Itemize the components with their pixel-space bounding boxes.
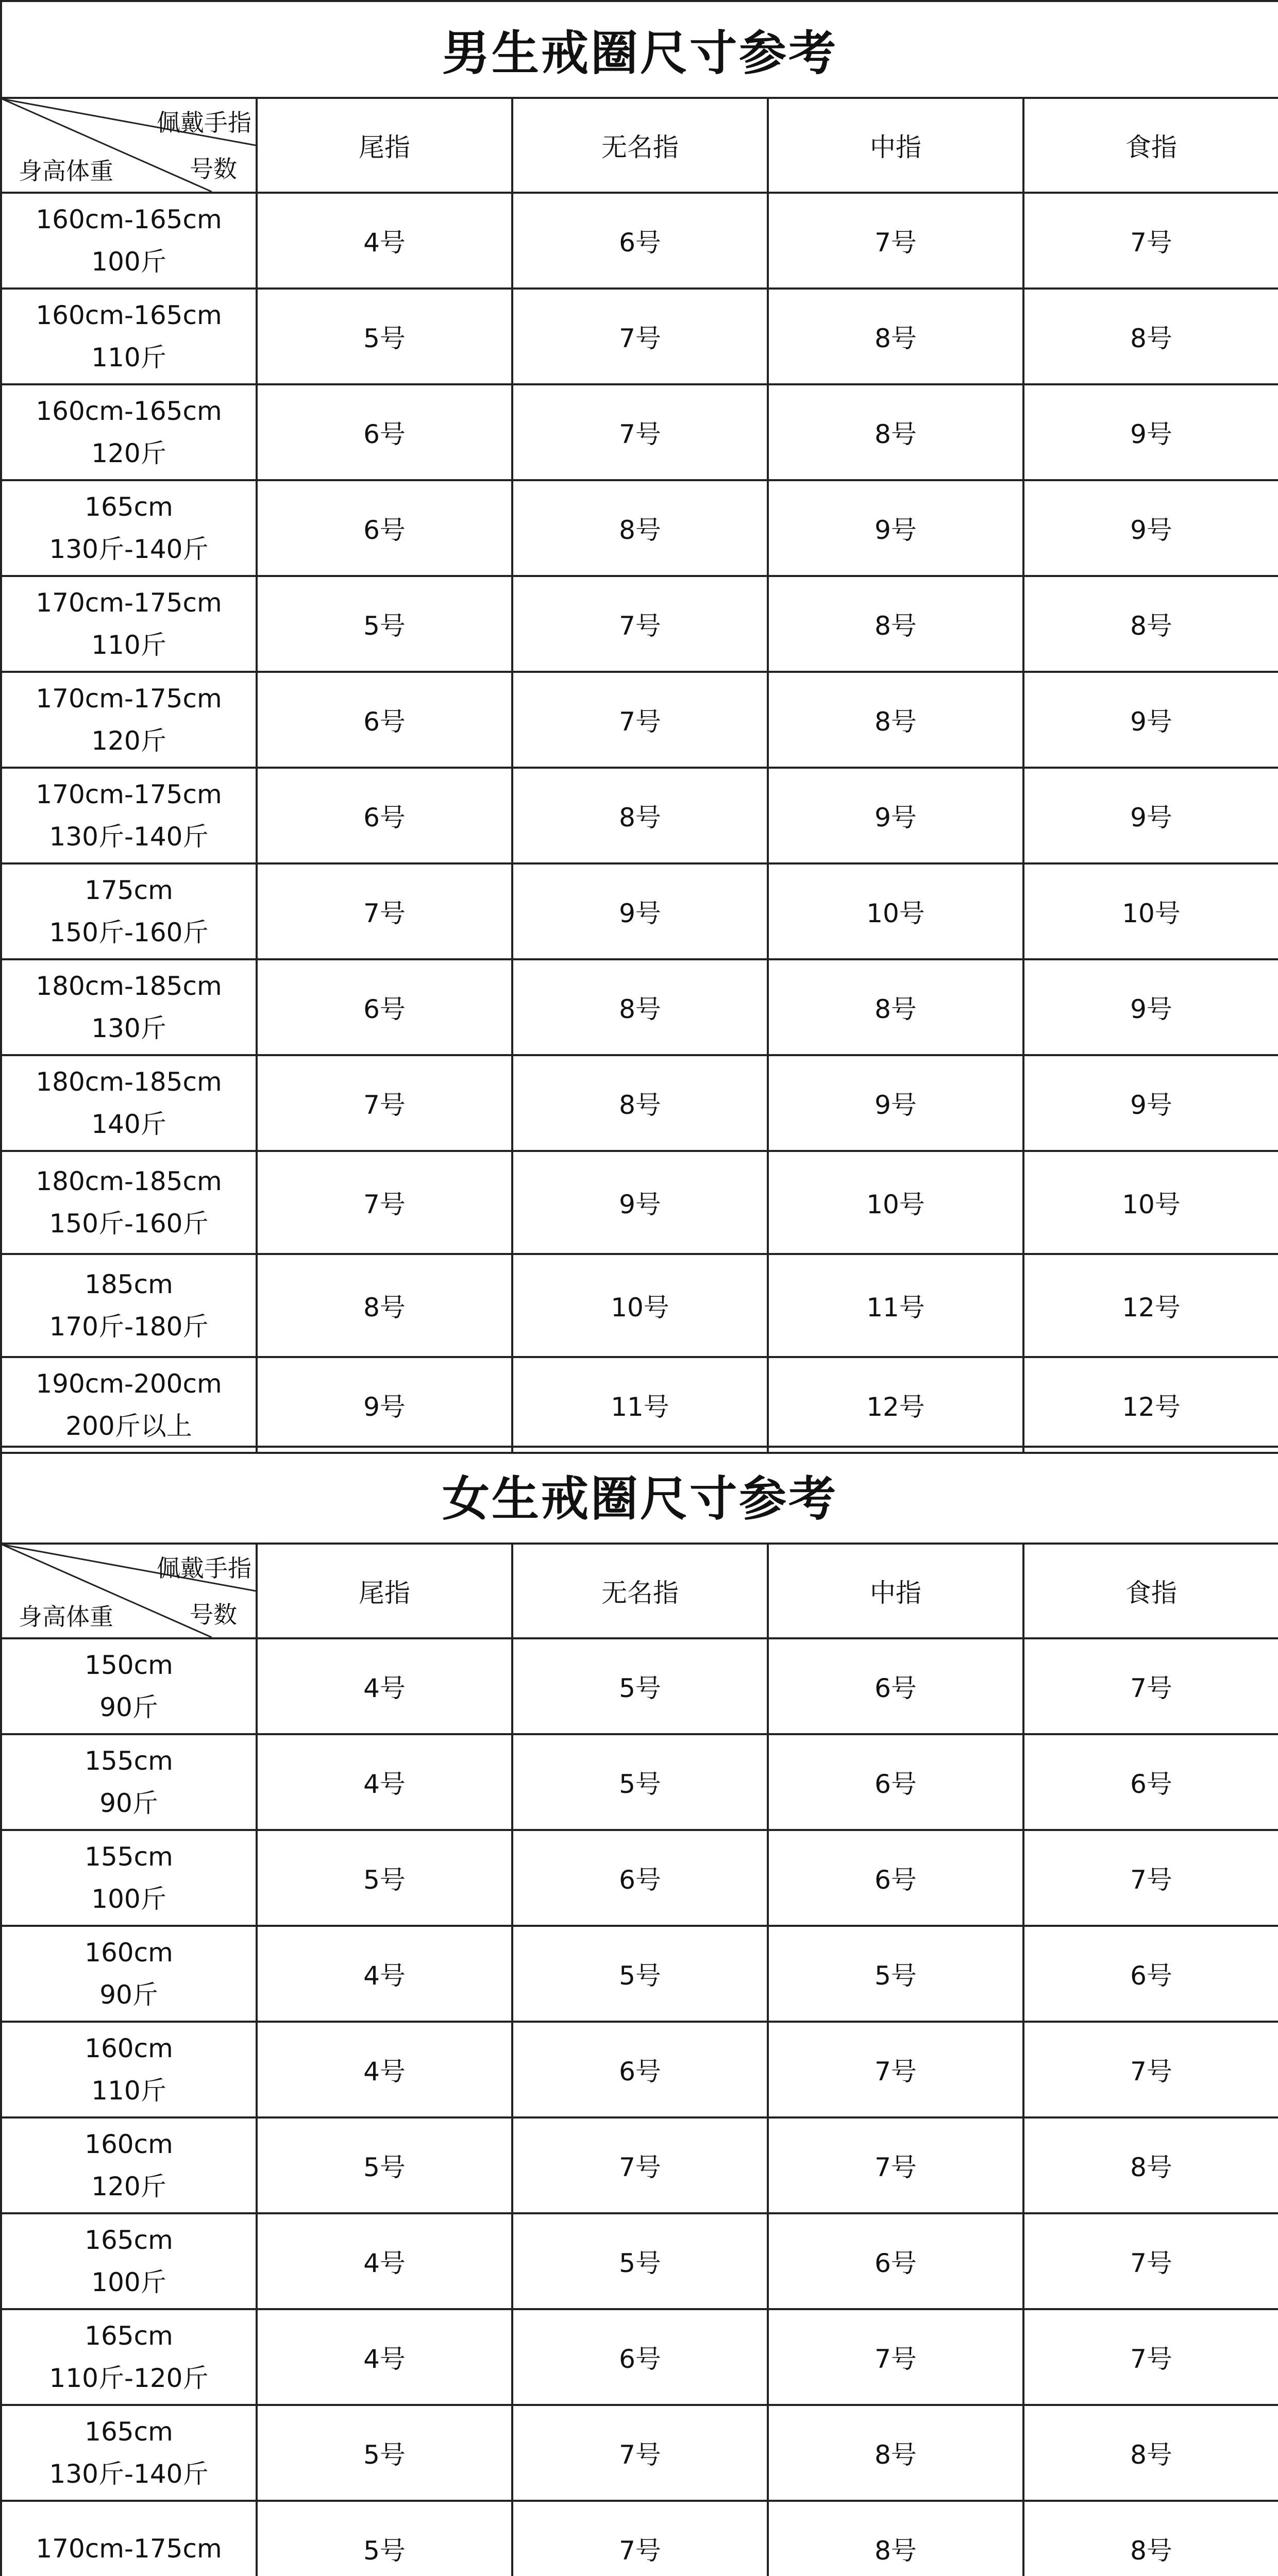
size-cell: 7号 <box>1023 2022 1278 2117</box>
size-cell: 9号 <box>768 768 1023 863</box>
size-cell: 6号 <box>512 2022 768 2117</box>
size-cell: 5号 <box>257 2117 512 2213</box>
height-weight-cell <box>1 384 257 480</box>
finger-label: 佩戴手指 <box>157 1554 251 1582</box>
table-row <box>1 384 1278 480</box>
size-cell: 6号 <box>1023 1926 1278 2022</box>
size-cell: 9号 <box>768 1055 1023 1151</box>
men-diagonal-header <box>1 98 257 193</box>
size-cell: 9号 <box>1023 480 1278 576</box>
table-row <box>1 2117 1278 2213</box>
size-cell: 6号 <box>1023 1734 1278 1830</box>
weight-text: 100斤 <box>91 247 166 277</box>
size-cell: 4号 <box>257 1734 512 1830</box>
weight-text: 110斤 <box>91 630 166 660</box>
size-cell: 6号 <box>257 384 512 480</box>
size-cell: 8号 <box>1023 289 1278 384</box>
size-cell: 5号 <box>512 1926 768 2022</box>
col-index-finger: 食指 <box>1023 98 1278 193</box>
weight-text: 130斤 <box>91 1013 166 1043</box>
size-cell: 8号 <box>768 384 1023 480</box>
height-weight-cell <box>1 1638 257 1734</box>
height-text: 160cm <box>85 2033 173 2063</box>
weight-text: 100斤 <box>91 1884 166 1914</box>
table-row <box>1 480 1278 576</box>
height-weight-cell <box>1 1151 257 1254</box>
height-text: 170cm-175cm <box>36 588 222 618</box>
table-row <box>1 1357 1278 1453</box>
weight-text: 120斤 <box>91 438 166 468</box>
size-cell: 6号 <box>257 959 512 1055</box>
height-weight-cell <box>1 2405 257 2501</box>
height-text: 165cm <box>85 2321 173 2351</box>
size-cell: 8号 <box>512 480 768 576</box>
size-cell: 7号 <box>512 576 768 672</box>
size-cell: 5号 <box>257 576 512 672</box>
height-weight-cell <box>1 672 257 768</box>
size-cell: 7号 <box>1023 2213 1278 2309</box>
size-cell: 8号 <box>512 959 768 1055</box>
col-ring-finger: 无名指 <box>512 98 768 193</box>
size-cell: 7号 <box>768 2309 1023 2405</box>
weight-text: 140斤 <box>91 1109 166 1139</box>
size-cell: 8号 <box>768 576 1023 672</box>
col-middle-finger: 中指 <box>768 1544 1023 1638</box>
table-row <box>1 1254 1278 1357</box>
size-cell: 7号 <box>257 1151 512 1254</box>
size-cell: 9号 <box>1023 384 1278 480</box>
size-cell: 7号 <box>512 2117 768 2213</box>
size-cell: 11号 <box>512 1357 768 1453</box>
weight-text: 110斤 <box>91 343 166 372</box>
table-row <box>1 2213 1278 2309</box>
size-cell: 7号 <box>768 2022 1023 2117</box>
size-cell: 7号 <box>1023 1830 1278 1926</box>
weight-text: 90斤 <box>99 1980 158 2010</box>
height-weight-cell <box>1 2309 257 2405</box>
size-cell: 7号 <box>1023 193 1278 289</box>
weight-text: 110斤 <box>91 2076 166 2106</box>
height-text: 190cm-200cm <box>36 1369 222 1399</box>
size-cell: 8号 <box>1023 2117 1278 2213</box>
height-text: 160cm <box>85 1938 173 1968</box>
height-weight-cell <box>1 1254 257 1357</box>
size-cell: 8号 <box>1023 2405 1278 2501</box>
size-cell: 9号 <box>1023 768 1278 863</box>
size-cell: 7号 <box>768 193 1023 289</box>
height-text: 160cm-165cm <box>36 300 222 330</box>
size-cell: 6号 <box>512 1830 768 1926</box>
weight-text: 130斤-140斤 <box>49 534 209 564</box>
size-cell: 7号 <box>512 384 768 480</box>
women-header-row <box>1 1544 1278 1638</box>
height-weight-cell <box>1 863 257 959</box>
height-text: 170cm-175cm <box>36 2534 222 2564</box>
height-text: 170cm-175cm <box>36 684 222 714</box>
table-row <box>1 959 1278 1055</box>
table-row <box>1 768 1278 863</box>
table-row <box>1 1926 1278 2022</box>
weight-text: 170斤-180斤 <box>49 1312 209 1342</box>
height-weight-cell <box>1 2213 257 2309</box>
height-text: 170cm-175cm <box>36 779 222 809</box>
size-cell: 10号 <box>1023 863 1278 959</box>
size-cell: 6号 <box>257 768 512 863</box>
size-cell: 4号 <box>257 2213 512 2309</box>
table-row <box>1 289 1278 384</box>
weight-text: 150斤-160斤 <box>49 1209 209 1239</box>
size-cell: 8号 <box>768 959 1023 1055</box>
table-row <box>1 2022 1278 2117</box>
size-cell: 7号 <box>1023 1638 1278 1734</box>
height-weight-cell <box>1 768 257 863</box>
table-row <box>1 672 1278 768</box>
table-row <box>1 2501 1278 2576</box>
height-text: 150cm <box>85 1650 173 1680</box>
table-row <box>1 2405 1278 2501</box>
men-table-title: 男生戒圈尺寸参考 <box>1 1 1278 98</box>
table-row <box>1 1151 1278 1254</box>
col-pinky: 尾指 <box>257 98 512 193</box>
height-text: 165cm <box>85 2417 173 2447</box>
height-weight-cell <box>1 1055 257 1151</box>
size-cell: 8号 <box>768 2501 1023 2576</box>
size-cell: 6号 <box>512 193 768 289</box>
size-cell: 9号 <box>512 863 768 959</box>
height-text: 165cm <box>85 2225 173 2255</box>
size-cell: 8号 <box>1023 2501 1278 2576</box>
women-table-title: 女生戒圈尺寸参考 <box>1 1447 1278 1544</box>
table-row <box>1 1055 1278 1151</box>
size-cell: 8号 <box>768 2405 1023 2501</box>
size-cell: 10号 <box>512 1254 768 1357</box>
size-cell: 8号 <box>512 1055 768 1151</box>
size-cell: 9号 <box>257 1357 512 1453</box>
height-weight-cell <box>1 1830 257 1926</box>
weight-text: 90斤 <box>99 1692 158 1722</box>
size-cell: 7号 <box>768 2117 1023 2213</box>
size-cell: 12号 <box>1023 1254 1278 1357</box>
height-text: 175cm <box>85 875 173 905</box>
height-text: 165cm <box>85 492 173 522</box>
weight-text: 130斤-140斤 <box>49 822 209 852</box>
height-text: 185cm <box>85 1269 173 1299</box>
size-cell: 8号 <box>512 768 768 863</box>
table-row <box>1 1638 1278 1734</box>
height-text: 155cm <box>85 1746 173 1776</box>
women-size-table <box>0 1446 1278 2576</box>
size-label: 号数 <box>190 1601 237 1629</box>
height-weight-cell <box>1 289 257 384</box>
size-cell: 5号 <box>257 2405 512 2501</box>
size-cell: 9号 <box>1023 1055 1278 1151</box>
size-cell: 9号 <box>768 480 1023 576</box>
size-cell: 5号 <box>512 1734 768 1830</box>
height-weight-cell <box>1 2117 257 2213</box>
size-cell: 10号 <box>768 863 1023 959</box>
size-cell: 7号 <box>257 863 512 959</box>
height-weight-cell <box>1 2501 257 2576</box>
size-cell: 6号 <box>257 672 512 768</box>
table-row <box>1 193 1278 289</box>
height-weight-cell <box>1 480 257 576</box>
weight-text: 90斤 <box>99 1788 158 1818</box>
table-row <box>1 2309 1278 2405</box>
height-text: 180cm-185cm <box>36 1067 222 1097</box>
body-label: 身高体重 <box>19 1603 113 1631</box>
height-weight-cell <box>1 576 257 672</box>
height-weight-cell <box>1 2022 257 2117</box>
height-text: 160cm-165cm <box>36 396 222 426</box>
size-cell: 5号 <box>257 2501 512 2576</box>
size-cell: 7号 <box>512 289 768 384</box>
size-cell: 8号 <box>257 1254 512 1357</box>
size-cell: 8号 <box>768 672 1023 768</box>
size-cell: 5号 <box>768 1926 1023 2022</box>
size-cell: 5号 <box>512 2213 768 2309</box>
size-cell: 7号 <box>512 2405 768 2501</box>
size-cell: 4号 <box>257 193 512 289</box>
size-cell: 6号 <box>257 480 512 576</box>
size-cell: 12号 <box>1023 1357 1278 1453</box>
women-diagonal-header <box>1 1544 257 1638</box>
size-cell: 6号 <box>768 1830 1023 1926</box>
size-cell: 7号 <box>512 672 768 768</box>
men-header-row <box>1 98 1278 193</box>
size-cell: 5号 <box>257 1830 512 1926</box>
height-text: 180cm-185cm <box>36 971 222 1001</box>
size-cell: 7号 <box>1023 2309 1278 2405</box>
weight-text: 200斤以上 <box>65 1411 192 1441</box>
size-cell: 4号 <box>257 1926 512 2022</box>
weight-text: 130斤-140斤 <box>49 2459 209 2489</box>
body-label: 身高体重 <box>19 157 113 185</box>
height-text: 180cm-185cm <box>36 1166 222 1196</box>
height-weight-cell <box>1 193 257 289</box>
weight-text: 100斤 <box>91 2267 166 2297</box>
height-text: 160cm-165cm <box>36 205 222 234</box>
table-row <box>1 863 1278 959</box>
height-weight-cell <box>1 959 257 1055</box>
weight-text: 150斤-160斤 <box>49 918 209 947</box>
weight-text: 120斤 <box>91 726 166 756</box>
size-cell: 4号 <box>257 1638 512 1734</box>
finger-label: 佩戴手指 <box>157 109 251 137</box>
size-cell: 4号 <box>257 2022 512 2117</box>
size-label: 号数 <box>190 155 237 183</box>
table-row <box>1 576 1278 672</box>
size-cell: 10号 <box>768 1151 1023 1254</box>
height-text: 160cm <box>85 2129 173 2159</box>
size-cell: 12号 <box>768 1357 1023 1453</box>
col-pinky: 尾指 <box>257 1544 512 1638</box>
size-cell: 4号 <box>257 2309 512 2405</box>
weight-text: 110斤-120斤 <box>49 2363 209 2393</box>
size-cell: 11号 <box>768 1254 1023 1357</box>
size-cell: 10号 <box>1023 1151 1278 1254</box>
size-cell: 9号 <box>1023 959 1278 1055</box>
size-cell: 6号 <box>512 2309 768 2405</box>
height-weight-cell <box>1 1734 257 1830</box>
size-cell: 7号 <box>257 1055 512 1151</box>
col-ring-finger: 无名指 <box>512 1544 768 1638</box>
size-cell: 5号 <box>512 1638 768 1734</box>
size-cell: 6号 <box>768 2213 1023 2309</box>
height-weight-cell <box>1 1357 257 1453</box>
col-middle-finger: 中指 <box>768 98 1023 193</box>
col-index-finger: 食指 <box>1023 1544 1278 1638</box>
table-row <box>1 1830 1278 1926</box>
size-cell: 8号 <box>1023 576 1278 672</box>
size-cell: 7号 <box>512 2501 768 2576</box>
size-cell: 9号 <box>1023 672 1278 768</box>
size-cell: 5号 <box>257 289 512 384</box>
height-text: 155cm <box>85 1842 173 1872</box>
size-cell: 9号 <box>512 1151 768 1254</box>
size-cell: 8号 <box>768 289 1023 384</box>
size-cell: 6号 <box>768 1734 1023 1830</box>
size-cell: 6号 <box>768 1638 1023 1734</box>
height-weight-cell <box>1 1926 257 2022</box>
table-row <box>1 1734 1278 1830</box>
weight-text: 120斤 <box>91 2172 166 2201</box>
